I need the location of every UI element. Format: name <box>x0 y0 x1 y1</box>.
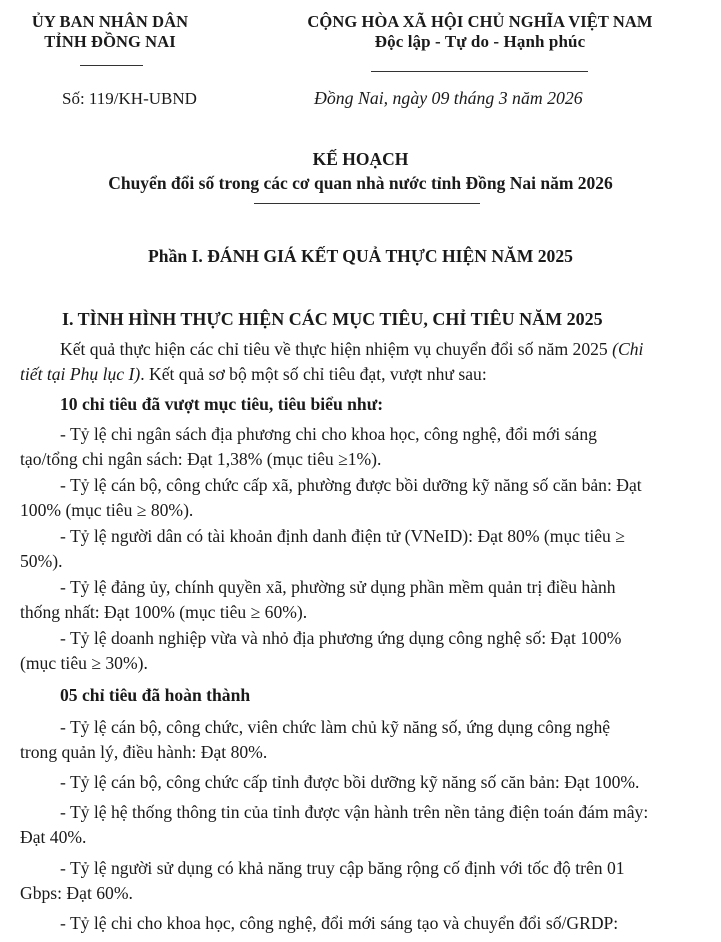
list-item-line2: 50%). <box>20 551 63 571</box>
list-item-line1: - Tỷ lệ chi cho khoa học, công nghệ, đổi mới sáng tạo và chuyển đổi số/GRDP: <box>60 913 619 933</box>
intro-line1: Kết quả thực hiện các chỉ tiêu về thực hiện nhiệm vụ chuyển đổi số năm 2025 <box>60 339 613 359</box>
document-subtitle: Chuyển đổi số trong các cơ quan nhà nước tỉnh Đồng Nai năm 2026 <box>108 173 613 193</box>
list-item <box>20 524 693 574</box>
group1-heading: 10 chỉ tiêu đã vượt mục tiêu, tiêu biểu như: <box>60 394 384 414</box>
list-item-line1: - Tỷ lệ đảng ủy, chính quyền xã, phường sử dụng phần mềm quản trị điều hành <box>60 577 616 597</box>
list-item-line2: trong quản lý, điều hành: Đạt 80%. <box>20 742 268 762</box>
motto: Độc lập - Tự do - Hạnh phúc <box>374 32 586 51</box>
issuing-authority-line1: ỦY BAN NHÂN DÂN <box>31 12 189 31</box>
issuing-authority-line2: TỈNH ĐỒNG NAI <box>44 32 176 51</box>
list-item-line2: 100% (mục tiêu ≥ 80%). <box>20 500 194 520</box>
list-item <box>20 800 693 850</box>
list-item-line2: Gbps: Đạt 60%. <box>20 883 133 903</box>
list-item <box>20 856 693 906</box>
list-item-line2: tạo/tổng chi ngân sách: Đạt 1,38% (mục tiêu ≥1%). <box>20 449 382 469</box>
list-item-line1: - Tỷ lệ người sử dụng có khả năng truy cập băng rộng cố định với tốc độ trên 01 <box>60 858 625 878</box>
list-item-line1: - Tỷ lệ cán bộ, công chức cấp tỉnh được bồi dưỡng kỹ năng số căn bản: Đạt 100%. <box>60 772 640 792</box>
list-item <box>20 575 693 625</box>
list-item <box>20 626 693 676</box>
list-item <box>20 422 693 472</box>
list-item-line1: - Tỷ lệ chi ngân sách địa phương chi cho khoa học, công nghệ, đổi mới sáng <box>60 424 597 444</box>
list-item-line1: - Tỷ lệ cán bộ, công chức, viên chức làm chủ kỹ năng số, ứng dụng công nghệ <box>60 717 611 737</box>
country-name: CỘNG HÒA XÃ HỘI CHỦ NGHĨA VIỆT NAM <box>307 12 653 31</box>
list-item <box>20 715 693 765</box>
intro-line1-italic: (Chi <box>612 339 644 359</box>
title-underline <box>254 203 480 204</box>
list-item-line1: - Tỷ lệ doanh nghiệp vừa và nhỏ địa phương ứng dụng công nghệ số: Đạt 100% <box>60 628 622 648</box>
part-heading: Phần I. ĐÁNH GIÁ KẾT QUẢ THỰC HIỆN NĂM 2025 <box>148 246 573 266</box>
list-item-line2: (mục tiêu ≥ 30%). <box>20 653 148 673</box>
issuing-authority <box>30 12 190 52</box>
document-number: Số: 119/KH-UBND <box>62 89 197 108</box>
list-item <box>20 770 693 795</box>
list-item-line2: thống nhất: Đạt 100% (mục tiêu ≥ 60%). <box>20 602 308 622</box>
section-heading: I. TÌNH HÌNH THỰC HIỆN CÁC MỤC TIÊU, CHỈ TIÊU NĂM 2025 <box>62 309 603 329</box>
national-motto <box>255 12 705 52</box>
intro-line2-italic: tiết tại Phụ lục I) <box>20 364 141 384</box>
place-date: Đồng Nai, ngày 09 tháng 3 năm 2026 <box>314 88 583 108</box>
list-item-line1: - Tỷ lệ người dân có tài khoản định danh điện tử (VNeID): Đạt 80% (mục tiêu ≥ <box>60 526 625 546</box>
motto-underline <box>371 71 588 72</box>
intro-line2-rest: . Kết quả sơ bộ một số chỉ tiêu đạt, vượt như sau: <box>140 364 487 384</box>
list-item <box>20 911 693 936</box>
list-item-line2: Đạt 40%. <box>20 827 87 847</box>
intro-paragraph <box>20 337 693 387</box>
group2-heading: 05 chỉ tiêu đã hoàn thành <box>60 685 251 705</box>
list-item-line1: - Tỷ lệ cán bộ, công chức cấp xã, phường được bồi dưỡng kỹ năng số căn bản: Đạt <box>60 475 642 495</box>
list-item <box>20 473 693 523</box>
authority-underline <box>80 65 143 66</box>
document-title: KẾ HOẠCH <box>312 149 409 169</box>
list-item-line1: - Tỷ lệ hệ thống thông tin của tỉnh được vận hành trên nền tảng điện toán đám mây: <box>60 802 649 822</box>
